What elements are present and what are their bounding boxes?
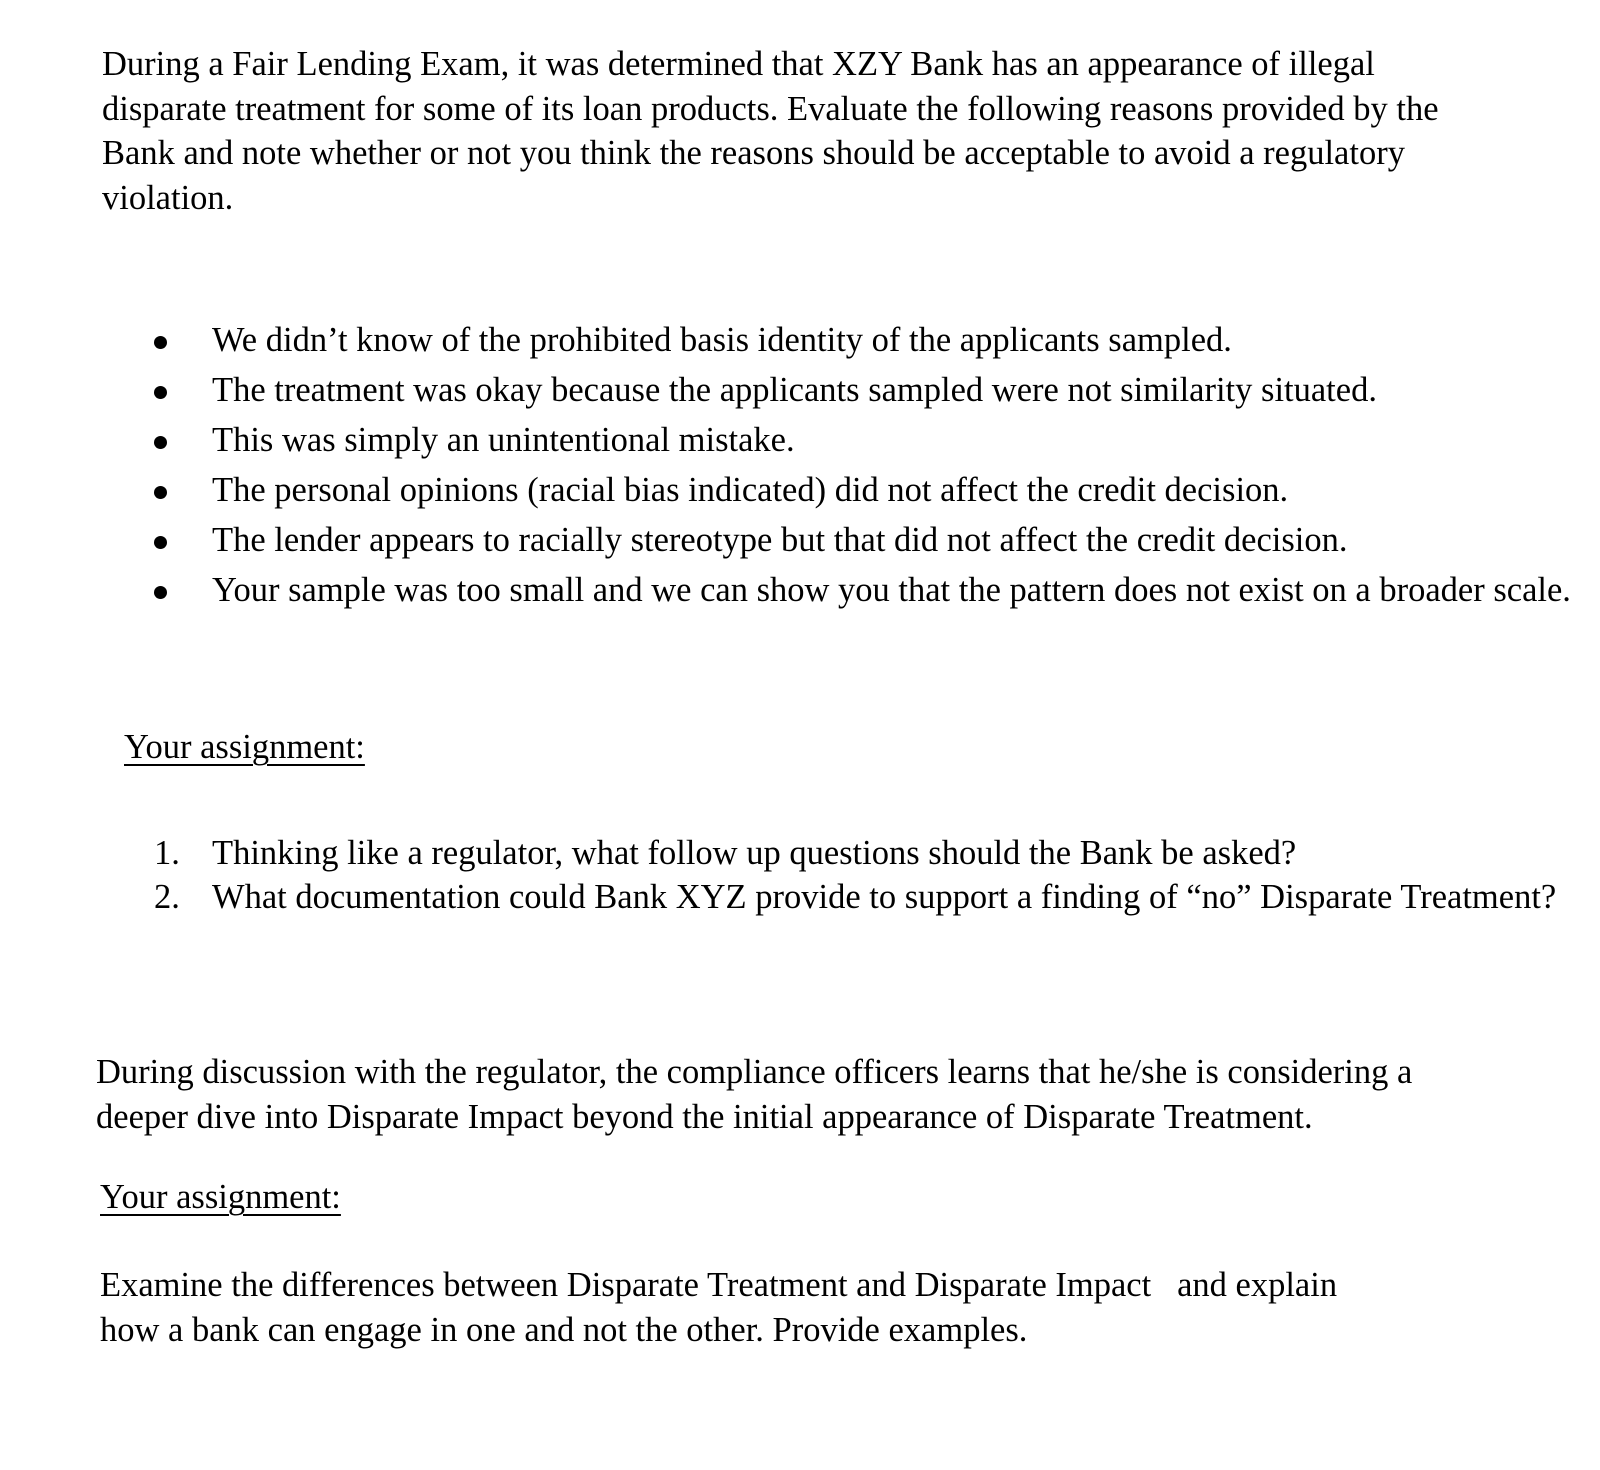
reason-text: Your sample was too small and we can show you that the pattern does not exist on a broader scale. xyxy=(212,571,1571,609)
assignment-heading: Your assignment: xyxy=(100,1178,341,1216)
discussion-paragraph: During discussion with the regulator, the compliance officers learns that he/she is considering a deeper dive into Disparate Impact beyond the initial appearance of Disparate Treatment. xyxy=(96,1053,1413,1136)
item-number: 2. xyxy=(154,878,180,916)
bullet-icon xyxy=(154,436,167,449)
reason-text: The personal opinions (racial bias indicated) did not affect the credit decision. xyxy=(212,471,1289,509)
list-item xyxy=(150,518,1580,562)
question-text: Thinking like a regulator, what follow up questions should the Bank be asked? xyxy=(212,834,1297,872)
bullet-icon xyxy=(154,336,167,349)
list-item xyxy=(150,318,1580,362)
examine-paragraph: Examine the differences between Disparate Treatment and Disparate Impact and explain how a bank can engage in one and not the other. Provide examples. xyxy=(100,1266,1338,1349)
reasons-list xyxy=(150,318,1580,618)
list-item xyxy=(150,568,1580,612)
bullet-icon xyxy=(154,586,167,599)
list-item xyxy=(150,368,1580,412)
list-item xyxy=(150,468,1580,512)
reason-text: This was simply an unintentional mistake. xyxy=(212,421,795,459)
bullet-icon xyxy=(154,486,167,499)
assignment-questions-list xyxy=(154,831,1574,919)
list-item xyxy=(154,875,1574,919)
list-item xyxy=(150,418,1580,462)
intro-paragraph: During a Fair Lending Exam, it was determined that XZY Bank has an appearance of illegal disparate treatment for some of its loan products. Evaluate the following reasons provided by the Bank and note whether or not you think the reasons should be acceptable to avoid a regulatory violation. xyxy=(102,45,1439,217)
item-number: 1. xyxy=(154,834,180,872)
reason-text: The lender appears to racially stereotype but that did not affect the credit decision. xyxy=(212,521,1348,559)
list-item xyxy=(154,831,1574,875)
reason-text: The treatment was okay because the applicants sampled were not similarity situated. xyxy=(212,371,1377,409)
assignment-heading: Your assignment: xyxy=(124,728,365,766)
reason-text: We didn’t know of the prohibited basis identity of the applicants sampled. xyxy=(212,321,1232,359)
bullet-icon xyxy=(154,386,167,399)
bullet-icon xyxy=(154,536,167,549)
question-text: What documentation could Bank XYZ provide to support a finding of “no” Disparate Treatment? xyxy=(212,878,1557,916)
